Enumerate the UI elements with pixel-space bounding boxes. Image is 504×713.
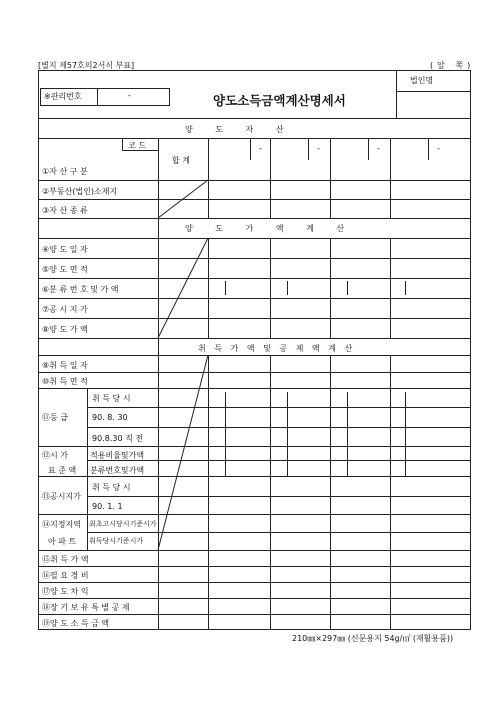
transfer-row-label: ⑧양 도 가 액 — [42, 325, 88, 334]
apt-sub: 최초고시당시기준시가 — [89, 520, 157, 528]
mgmt-number-value[interactable]: - — [128, 91, 131, 100]
grade-sub: 90.8.30 직 전 — [92, 434, 144, 443]
std-label-top: ⑫시 가 — [42, 451, 68, 460]
land-sub: 취 득 당 시 — [92, 483, 131, 492]
acquire-row-label: ⑯필 요 경 비 — [42, 571, 89, 580]
code-dash[interactable]: - — [317, 144, 320, 153]
transfer-row-label: ⑥분 류 번 호 및 가 액 — [42, 285, 119, 294]
code-dash[interactable]: - — [259, 144, 262, 153]
transfer-row-label: ④양 도 일 자 — [42, 245, 88, 254]
apt-label-top: ⑭지정지역 — [42, 520, 81, 529]
acquire-row-label: ⑨취 득 일 자 — [42, 361, 88, 370]
land-label: ⑬공시지가 — [42, 492, 81, 501]
transfer-row-label: ⑤양 도 면 적 — [42, 265, 88, 274]
asset-row-label: ①자 산 구 분 — [42, 167, 88, 176]
land-sub: 90. 1. 1 — [92, 502, 123, 511]
section-asset-heading: 양 도 자 산 — [185, 125, 294, 134]
grade-sub: 90. 8. 30 — [92, 413, 128, 422]
acquire-row-label: ⑩취 득 면 적 — [42, 377, 88, 386]
acquire-row-label: ⑰양 도 차 익 — [42, 587, 89, 596]
acquire-row-label: ⑮취 득 가 액 — [42, 555, 89, 564]
transfer-row-label: ⑦공 시 지 가 — [42, 305, 88, 314]
apt-label-bottom: 아 파 트 — [48, 537, 77, 546]
grade-label: ⑪등 급 — [42, 413, 68, 422]
apt-sub: 취득당시기준시가 — [89, 537, 144, 545]
std-sub: 분류번호및가액 — [90, 466, 145, 475]
grade-sub: 취 득 당 시 — [92, 394, 131, 403]
section-transfer-heading: 양 도 가 액 계 산 — [185, 224, 355, 233]
code-dash[interactable]: - — [377, 144, 380, 153]
std-label-bottom: 표 준 액 — [48, 466, 77, 475]
asset-row-label: ②부동산(법인)소재지 — [42, 187, 118, 196]
std-sub: 적용비율및가액 — [90, 451, 145, 460]
mgmt-number-label: ※관리번호 — [44, 92, 82, 101]
form-number: [별지 제57호의2서식 부표] — [38, 61, 135, 70]
code-dash[interactable]: - — [437, 144, 440, 153]
corp-name-label: 법인명 — [410, 76, 434, 85]
section-acquire-heading: 취 득 가 액 및 공 제 액 계 산 — [198, 344, 356, 353]
paper-spec: 210㎜×297㎜ (신문용지 54g/㎡ (재활용품)) — [292, 634, 454, 643]
acquire-row-label: ⑲양 도 소 득 금 액 — [42, 619, 110, 628]
asset-row-label: ③자 산 종 류 — [42, 206, 88, 215]
code-label: 코 드 — [128, 141, 146, 150]
acquire-row-label: ⑱장 기 보 유 특 별 공 제 — [42, 603, 130, 612]
page-title: 양도소득금액계산명세서 — [213, 93, 346, 108]
page-side: (앞 쪽) — [430, 61, 475, 70]
total-label: 합 계 — [172, 156, 190, 165]
